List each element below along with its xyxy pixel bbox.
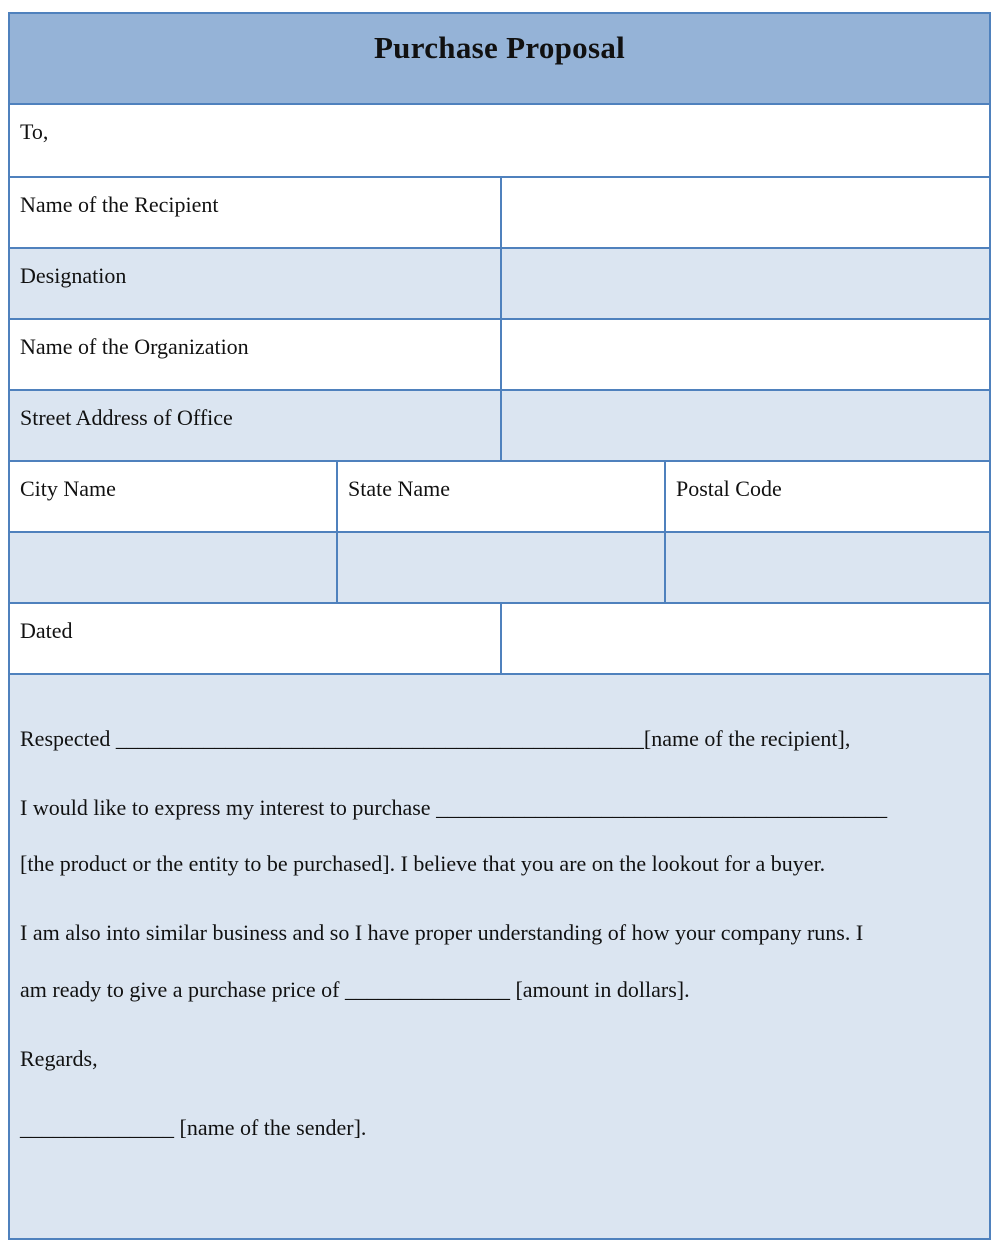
page-title: Purchase Proposal (373, 30, 626, 65)
dated-label: Dated (20, 618, 73, 643)
state-label: State Name (348, 476, 451, 501)
title-bar (10, 14, 989, 105)
street-address-label-cell (10, 391, 500, 460)
state-field[interactable] (336, 533, 664, 602)
street-address-label: Street Address of Office (20, 405, 233, 430)
organization-row (10, 320, 989, 391)
postal-code-field[interactable] (664, 533, 989, 602)
designation-label: Designation (20, 263, 127, 288)
organization-label: Name of the Organization (20, 334, 249, 359)
dated-field[interactable] (500, 604, 989, 673)
city-label: City Name (20, 476, 116, 501)
state-label-cell (336, 462, 664, 531)
organization-field[interactable] (500, 320, 989, 389)
street-address-row (10, 391, 989, 462)
recipient-name-row (10, 178, 989, 249)
postal-code-label-cell (664, 462, 989, 531)
organization-label-cell (10, 320, 500, 389)
letter-paragraph-line: [the product or the entity to be purchased]. I believe that you are on the lookout for a buyer. (20, 851, 826, 876)
location-fields-row (10, 533, 989, 604)
designation-label-cell (10, 249, 500, 318)
recipient-name-label: Name of the Recipient (20, 192, 219, 217)
to-label: To, (20, 119, 49, 144)
designation-row (10, 249, 989, 320)
purchase-proposal-form (8, 12, 991, 1240)
letter-paragraph-line: am ready to give a purchase price of _______________ [amount in dollars]. (20, 977, 690, 1002)
city-label-cell (10, 462, 336, 531)
recipient-name-field[interactable] (500, 178, 989, 247)
letter-signature: ______________ [name of the sender]. (20, 1115, 367, 1140)
letter-paragraph-line: I would like to express my interest to purchase _________________________________________ (20, 795, 888, 820)
city-field[interactable] (10, 533, 336, 602)
to-row (10, 105, 989, 178)
letter-paragraph-line: I am also into similar business and so I have proper understanding of how your company runs. I (20, 920, 864, 945)
letter-closing: Regards, (20, 1046, 98, 1071)
dated-row (10, 604, 989, 675)
recipient-name-label-cell (10, 178, 500, 247)
dated-label-cell (10, 604, 500, 673)
postal-code-label: Postal Code (676, 476, 782, 501)
street-address-field[interactable] (500, 391, 989, 460)
letter-salutation: Respected ________________________________________________[name of the recipient], (20, 726, 851, 751)
designation-field[interactable] (500, 249, 989, 318)
location-labels-row (10, 462, 989, 533)
